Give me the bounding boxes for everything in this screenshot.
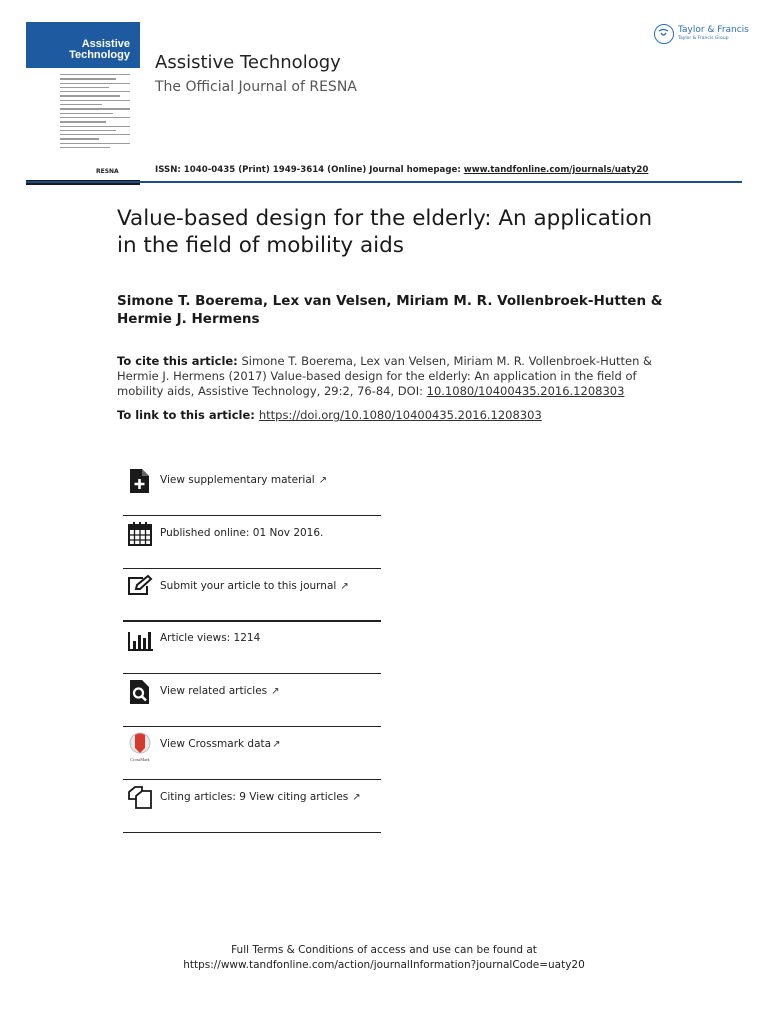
- footer-terms-link[interactable]: https://www.tandfonline.com/action/journalInformation?journalCode=uaty20: [183, 959, 585, 971]
- publisher-logo-name: Taylor & Francis: [678, 25, 749, 35]
- item-divider: [123, 515, 381, 516]
- issn-text: ISSN: 1040-0435 (Print) 1949-3614 (Online) Journal homepage:: [155, 165, 461, 175]
- citing-articles[interactable]: [123, 781, 381, 833]
- item-divider: [123, 726, 381, 727]
- publisher-logo-tagline: Taylor & Francis Group: [678, 36, 729, 41]
- article-views: [123, 622, 381, 674]
- item-label: View related articles: [160, 685, 268, 697]
- external-link-icon: ↗: [340, 581, 349, 592]
- link-to-article: [117, 408, 657, 423]
- item-label: Article views: 1214: [160, 632, 261, 644]
- external-link-icon: ↗: [352, 792, 361, 803]
- journal-title: Assistive Technology: [155, 52, 341, 73]
- citation-text-1: Simone T. Boerema, Lex van Velsen, Miriam M. R. Vollenbroek-Hutten &: [237, 354, 653, 368]
- cover-banner: [26, 22, 140, 68]
- citation-doi-link[interactable]: 10.1080/10400435.2016.1208303: [426, 384, 625, 398]
- document-plus-icon: [127, 468, 153, 494]
- bar-chart-icon: [127, 626, 153, 652]
- item-label: View Crossmark data: [160, 738, 272, 750]
- item-label: Published online: 01 Nov 2016.: [160, 527, 324, 539]
- article-authors: [117, 292, 677, 328]
- cover-contents-lines: [60, 74, 130, 162]
- item-divider: [123, 568, 381, 569]
- submit-article-link[interactable]: [123, 570, 381, 622]
- tf-logo-icon: [654, 24, 674, 44]
- item-divider: [123, 832, 381, 833]
- citing-documents-icon: [127, 785, 153, 811]
- journal-homepage-link[interactable]: www.tandfonline.com/journals/uaty20: [463, 165, 649, 175]
- header-divider: [26, 181, 742, 183]
- footer-line1: Full Terms & Conditions of access and use can be found at: [231, 944, 537, 956]
- external-link-icon: ↗: [271, 686, 280, 697]
- article-doi-url-link[interactable]: https://doi.org/10.1080/10400435.2016.1208303: [258, 408, 542, 422]
- link-label: To link to this article:: [117, 408, 259, 422]
- footer-terms: [0, 943, 768, 973]
- authors-line1: Simone T. Boerema, Lex van Velsen, Miriam M. R. Vollenbroek-Hutten &: [117, 293, 663, 309]
- view-supplementary-material[interactable]: [123, 464, 381, 516]
- citation-text-2: Hermie J. Hermens (2017) Value-based design for the elderly: An application in the field of: [117, 369, 637, 383]
- crossmark-caption: CrossMark: [130, 757, 150, 762]
- item-divider: [123, 779, 381, 780]
- calendar-icon: [127, 521, 153, 547]
- view-crossmark-data[interactable]: [123, 728, 381, 780]
- view-related-articles[interactable]: [123, 675, 381, 727]
- citation-text-3: mobility aids, Assistive Technology, 29:2, 76-84, DOI:: [117, 384, 427, 398]
- article-title-line2: in the field of mobility aids: [117, 233, 404, 258]
- edit-icon: [127, 574, 153, 600]
- cover-publisher-mark: RESNA: [96, 168, 119, 175]
- item-label: View supplementary material: [160, 474, 315, 486]
- item-label: Submit your article to this journal: [160, 580, 337, 592]
- external-link-icon: ↗: [318, 475, 328, 486]
- search-document-icon: [127, 679, 153, 705]
- journal-cover-thumbnail: [26, 22, 140, 176]
- article-title-line1: Value-based design for the elderly: An application: [117, 206, 653, 231]
- published-online: [123, 517, 381, 569]
- article-title: [117, 205, 677, 259]
- issn-line: [155, 165, 648, 175]
- item-divider: [123, 673, 381, 674]
- external-link-icon: ↗: [272, 739, 281, 750]
- citation-label: To cite this article:: [117, 354, 238, 368]
- cover-journal-name: Assistive Technology: [69, 38, 130, 61]
- authors-line2: Hermie J. Hermens: [117, 311, 260, 327]
- item-label: Citing articles: 9 View citing articles: [160, 791, 349, 803]
- citation-block: [117, 354, 657, 399]
- journal-subtitle: The Official Journal of RESNA: [155, 79, 357, 95]
- crossmark-icon: [127, 732, 153, 762]
